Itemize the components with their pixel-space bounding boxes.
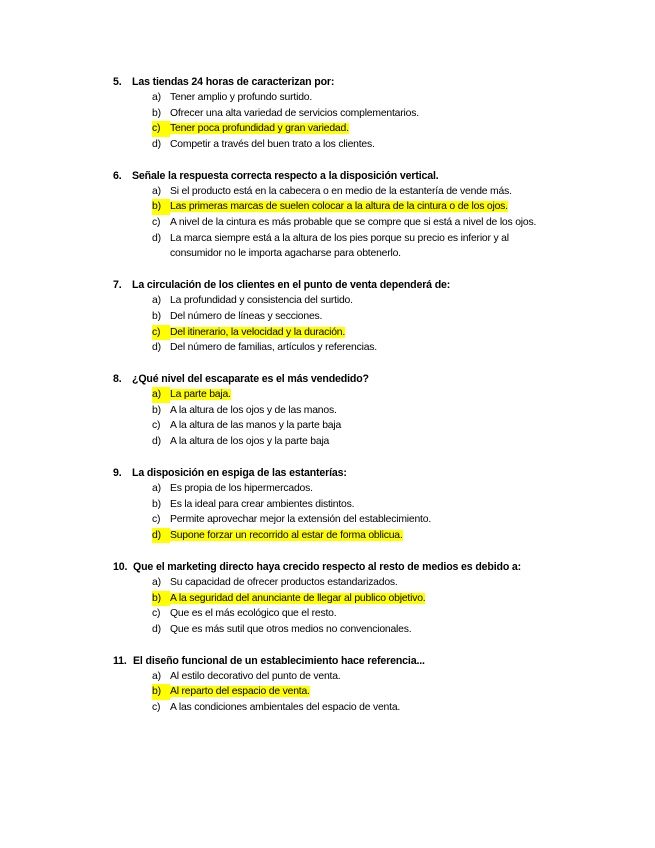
answer-option: [152, 340, 633, 356]
option-text: A nivel de la cintura es más probable que se compre que si está a nivel de los ojos.: [170, 217, 537, 229]
answer-options: [113, 575, 633, 637]
option-text: La parte baja.: [170, 389, 231, 401]
option-letter: b): [152, 404, 161, 416]
option-text-wrap: [170, 215, 560, 231]
option-text: Del itinerario, la velocidad y la duración.: [170, 326, 346, 338]
option-text-wrap: [170, 325, 560, 341]
answer-option: [152, 184, 633, 200]
question-block: [113, 277, 633, 355]
question-text: ¿Qué nivel del escaparate es el más vendedido?: [132, 373, 369, 386]
option-text-wrap: [170, 434, 560, 450]
answer-option: [152, 622, 633, 638]
question-block: [113, 465, 633, 543]
option-text-wrap: [170, 184, 560, 200]
answer-option-highlighted: [152, 325, 633, 341]
option-letter: a): [152, 483, 161, 495]
question-block: [113, 168, 633, 262]
question-title: [113, 277, 633, 293]
answer-option: [152, 700, 633, 716]
answer-option-highlighted: [152, 684, 633, 700]
option-text: Del número de familias, artículos y referencias.: [170, 342, 377, 354]
option-letter: b): [152, 107, 161, 119]
question-text: El diseño funcional de un establecimiento hace referencia...: [133, 654, 425, 667]
option-letter: d): [152, 528, 170, 544]
answer-option: [152, 497, 633, 513]
option-text-wrap: [170, 606, 560, 622]
option-text: Su capacidad de ofrecer productos estandarizados.: [170, 576, 398, 588]
option-letter: c): [152, 514, 161, 526]
answer-options: [113, 293, 633, 355]
answer-option: [152, 418, 633, 434]
option-text-wrap: [170, 575, 560, 591]
option-text: Que es más sutil que otros medios no convencionales.: [170, 623, 412, 635]
question-list: [113, 74, 633, 731]
question-number: 10.: [113, 560, 128, 573]
answer-option-highlighted: [152, 591, 633, 607]
question-number: 8.: [113, 373, 122, 386]
option-letter: d): [152, 436, 161, 447]
option-text-wrap: [170, 481, 560, 497]
option-text: Es propia de los hipermercados.: [170, 483, 313, 495]
question-title: [113, 465, 633, 481]
question-block: [113, 653, 633, 716]
answer-option-highlighted: [152, 387, 633, 403]
option-text-wrap: [170, 309, 560, 325]
option-text-wrap: [170, 121, 560, 137]
answer-options: [113, 90, 633, 152]
option-letter: d): [152, 232, 161, 244]
option-letter: b): [152, 684, 170, 700]
question-block: [113, 559, 633, 637]
option-text: Tener poca profundidad y gran variedad.: [170, 123, 349, 135]
question-text: Señale la respuesta correcta respecto a la disposición vertical.: [132, 169, 439, 182]
option-text-wrap: [170, 293, 560, 309]
answer-option: [152, 669, 633, 685]
answer-option: [152, 512, 633, 528]
answer-option: [152, 137, 633, 153]
option-letter: b): [152, 199, 170, 215]
question-number: 5.: [113, 76, 122, 88]
answer-option: [152, 215, 633, 231]
option-text-wrap: [170, 106, 560, 122]
option-text: Si el producto está en la cabecera o en medio de la estantería de vende más.: [170, 185, 512, 197]
option-text-wrap: [170, 622, 560, 638]
option-text: Que es el más ecológico que el resto.: [170, 608, 337, 620]
option-letter: a): [152, 576, 161, 588]
question-block: [113, 74, 633, 152]
option-letter: a): [152, 92, 161, 103]
option-letter: c): [152, 325, 170, 341]
answer-option: [152, 481, 633, 497]
question-text: La disposición en espiga de las estanterías:: [132, 467, 347, 480]
answer-option: [152, 309, 633, 325]
option-text-wrap: [170, 418, 560, 434]
answer-option: [152, 231, 633, 262]
option-letter: d): [152, 623, 161, 635]
option-letter: a): [152, 185, 161, 197]
option-letter: a): [152, 295, 161, 307]
option-text: Supone forzar un recorrido al estar de forma oblicua.: [170, 529, 403, 541]
question-block: [113, 371, 633, 449]
option-letter: c): [152, 608, 161, 620]
answer-option: [152, 90, 633, 106]
question-number: 11.: [113, 654, 127, 667]
question-number: 6.: [113, 169, 122, 182]
option-text: A la altura de las manos y la parte baja: [170, 420, 342, 432]
question-text: La circulación de los clientes en el punto de venta dependerá de:: [132, 279, 451, 292]
option-text: Las primeras marcas de suelen colocar a la altura de la cintura o de los ojos.: [170, 201, 508, 213]
question-title: [113, 653, 633, 669]
option-text: Permite aprovechar mejor la extensión del establecimiento.: [170, 514, 432, 526]
option-text: Ofrecer una alta variedad de servicios complementarios.: [170, 107, 419, 119]
question-title: [113, 559, 633, 575]
option-letter: c): [152, 702, 161, 714]
option-text-wrap: [170, 684, 560, 700]
option-text: Competir a través del buen trato a los clientes.: [170, 138, 375, 150]
question-text: Que el marketing directo haya crecido respecto al resto de medios es debido a:: [133, 560, 522, 573]
option-text-wrap: [170, 90, 560, 106]
option-text-wrap: [170, 137, 560, 153]
option-text: A la seguridad del anunciante de llegar al publico objetivo.: [170, 592, 426, 604]
option-letter: a): [152, 387, 170, 403]
answer-options: [113, 387, 633, 449]
option-text-wrap: [170, 528, 560, 544]
question-title: [113, 168, 633, 184]
question-title: [113, 74, 633, 90]
option-text-wrap: [170, 669, 560, 685]
answer-option: [152, 606, 633, 622]
answer-option-highlighted: [152, 199, 633, 215]
option-text-wrap: [170, 591, 560, 607]
question-number: 9.: [113, 467, 122, 480]
option-text-wrap: [170, 700, 560, 716]
option-text-wrap: [170, 512, 560, 528]
option-letter: d): [152, 138, 161, 150]
option-letter: a): [152, 670, 161, 682]
option-text: Al estilo decorativo del punto de venta.: [170, 670, 341, 682]
answer-option: [152, 575, 633, 591]
option-letter: c): [152, 420, 161, 432]
answer-option-highlighted: [152, 528, 633, 544]
option-text-wrap: [170, 387, 560, 403]
answer-options: [113, 481, 633, 543]
answer-options: [113, 669, 633, 716]
option-text-wrap: [170, 497, 560, 513]
option-letter: b): [152, 591, 170, 607]
answer-options: [113, 184, 633, 262]
option-text: Tener amplio y profundo surtido.: [170, 92, 313, 103]
question-number: 7.: [113, 279, 122, 292]
option-text-wrap: [170, 340, 560, 356]
option-letter: b): [152, 310, 161, 322]
question-text: Las tiendas 24 horas de caracterizan por:: [132, 76, 335, 88]
answer-option: [152, 403, 633, 419]
option-text: La profundidad y consistencia del surtido.: [170, 295, 353, 307]
option-letter: d): [152, 342, 161, 354]
option-text-wrap: [170, 403, 560, 419]
answer-option: [152, 293, 633, 309]
option-text: A la altura de los ojos y de las manos.: [170, 404, 337, 416]
option-letter: c): [152, 121, 170, 137]
option-text: A las condiciones ambientales del espacio de venta.: [170, 702, 401, 714]
option-text: Es la ideal para crear ambientes distintos.: [170, 498, 355, 510]
answer-option-highlighted: [152, 121, 633, 137]
answer-option: [152, 434, 633, 450]
option-text: Al reparto del espacio de venta.: [170, 686, 310, 698]
option-text: La marca siempre está a la altura de los pies porque su precio es inferior y al consumidor no le importa agacharse para obtenerlo.: [170, 232, 509, 260]
option-text-wrap: [170, 199, 560, 215]
answer-option: [152, 106, 633, 122]
question-title: [113, 371, 633, 387]
option-text-wrap: [170, 231, 560, 262]
option-text: A la altura de los ojos y la parte baja: [170, 436, 330, 447]
option-text: Del número de líneas y secciones.: [170, 310, 323, 322]
option-letter: c): [152, 217, 161, 229]
option-letter: b): [152, 498, 161, 510]
